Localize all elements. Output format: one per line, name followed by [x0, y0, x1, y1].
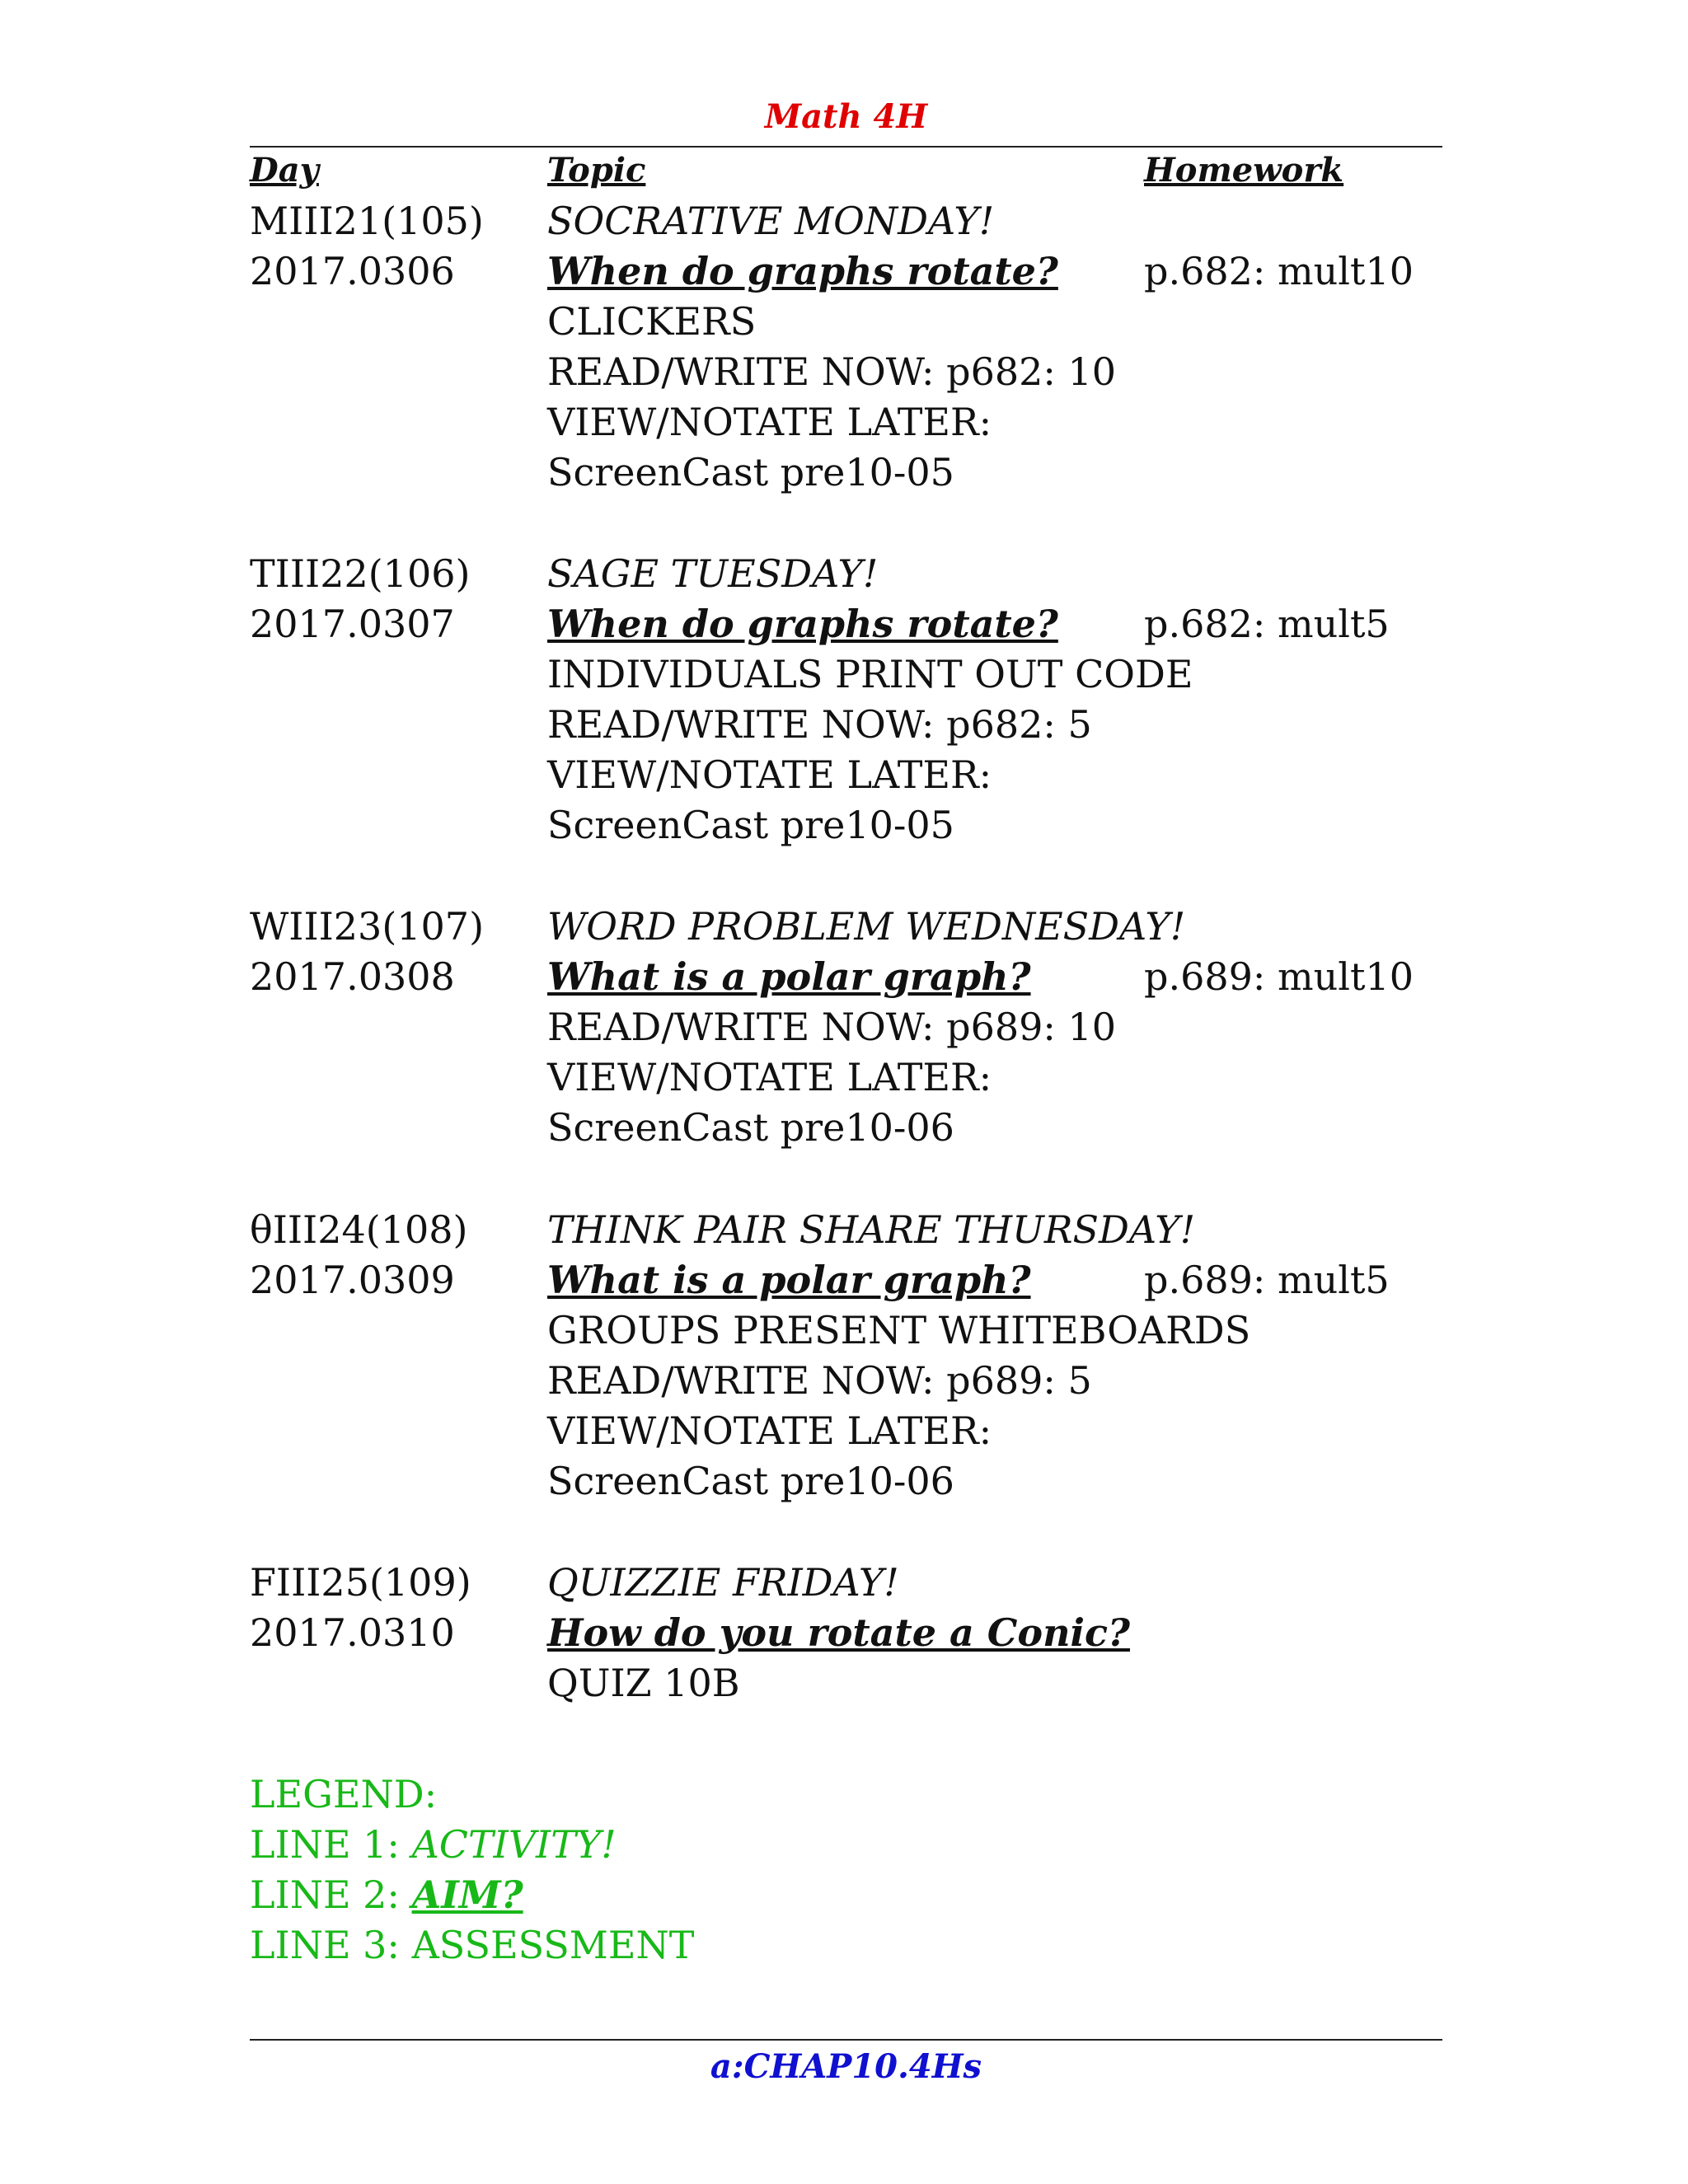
- legend-line-1-prefix: LINE 1:: [250, 1822, 412, 1867]
- entry-detail: VIEW/NOTATE LATER:: [547, 1055, 992, 1099]
- column-header-day: Day: [250, 151, 319, 190]
- bottom-rule: [250, 2039, 1442, 2041]
- legend-line-3-value: ASSESSMENT: [411, 1923, 695, 1967]
- entry-detail: CLICKERS: [547, 299, 757, 344]
- page-footer: a:CHAP10.4Hs: [710, 2047, 982, 2086]
- entry-activity: WORD PROBLEM WEDNESDAY!: [547, 904, 1186, 949]
- legend-line-1-value: ACTIVITY!: [411, 1822, 617, 1867]
- entry-detail: VIEW/NOTATE LATER:: [547, 400, 992, 444]
- entry-detail: READ/WRITE NOW: p689: 10: [547, 1005, 1117, 1049]
- day-code: MIII21(105): [250, 199, 484, 243]
- entry-homework: p.689: mult10: [1144, 954, 1414, 999]
- legend-line-2: [250, 1870, 523, 1920]
- column-header-homework: Homework: [1144, 151, 1344, 190]
- entry-date: 2017.0308: [250, 954, 455, 999]
- legend-line-2-value: AIM?: [411, 1872, 523, 1917]
- entry-detail: QUIZ 10B: [547, 1661, 740, 1705]
- entry-detail: ScreenCast pre10-06: [547, 1105, 954, 1150]
- entry-detail: INDIVIDUALS PRINT OUT CODE: [547, 652, 1193, 696]
- entry-date: 2017.0306: [250, 249, 455, 293]
- entry-homework: p.689: mult5: [1144, 1258, 1390, 1302]
- entry-activity: QUIZZIE FRIDAY!: [547, 1560, 899, 1605]
- entry-activity: THINK PAIR SHARE THURSDAY!: [547, 1207, 1196, 1252]
- entry-detail: READ/WRITE NOW: p689: 5: [547, 1358, 1092, 1403]
- entry-date: 2017.0307: [250, 602, 455, 646]
- entry-aim: What is a polar graph?: [547, 1258, 1031, 1302]
- legend-line-1: [250, 1820, 617, 1870]
- day-code: TIII22(106): [250, 551, 471, 596]
- legend-line-2-prefix: LINE 2:: [250, 1872, 412, 1917]
- entry-date: 2017.0310: [250, 1610, 455, 1655]
- day-code: WIII23(107): [250, 904, 485, 949]
- entry-homework: p.682: mult10: [1144, 249, 1414, 293]
- page-title: Math 4H: [764, 97, 928, 136]
- entry-homework: p.682: mult5: [1144, 602, 1390, 646]
- top-rule: [250, 146, 1442, 148]
- entry-detail: VIEW/NOTATE LATER:: [547, 1408, 992, 1453]
- entry-detail: READ/WRITE NOW: p682: 10: [547, 349, 1117, 394]
- entry-aim: When do graphs rotate?: [547, 602, 1058, 646]
- entry-detail: ScreenCast pre10-06: [547, 1459, 954, 1503]
- entry-aim: What is a polar graph?: [547, 954, 1031, 999]
- entry-detail: GROUPS PRESENT WHITEBOARDS: [547, 1308, 1251, 1352]
- column-header-topic: Topic: [547, 151, 646, 190]
- entry-date: 2017.0309: [250, 1258, 455, 1302]
- entry-detail: ScreenCast pre10-05: [547, 803, 954, 847]
- entry-detail: ScreenCast pre10-05: [547, 450, 954, 494]
- entry-aim: When do graphs rotate?: [547, 249, 1058, 293]
- day-code: FIII25(109): [250, 1560, 471, 1605]
- entry-activity: SAGE TUESDAY!: [547, 551, 879, 596]
- legend-heading: LEGEND:: [250, 1772, 438, 1816]
- entry-detail: VIEW/NOTATE LATER:: [547, 752, 992, 797]
- entry-aim: How do you rotate a Conic?: [547, 1610, 1130, 1655]
- legend-line-3-prefix: LINE 3:: [250, 1923, 412, 1967]
- legend-line-3: [250, 1920, 694, 1971]
- entry-detail: READ/WRITE NOW: p682: 5: [547, 702, 1092, 747]
- day-code: θIII24(108): [250, 1207, 468, 1252]
- entry-activity: SOCRATIVE MONDAY!: [547, 199, 995, 243]
